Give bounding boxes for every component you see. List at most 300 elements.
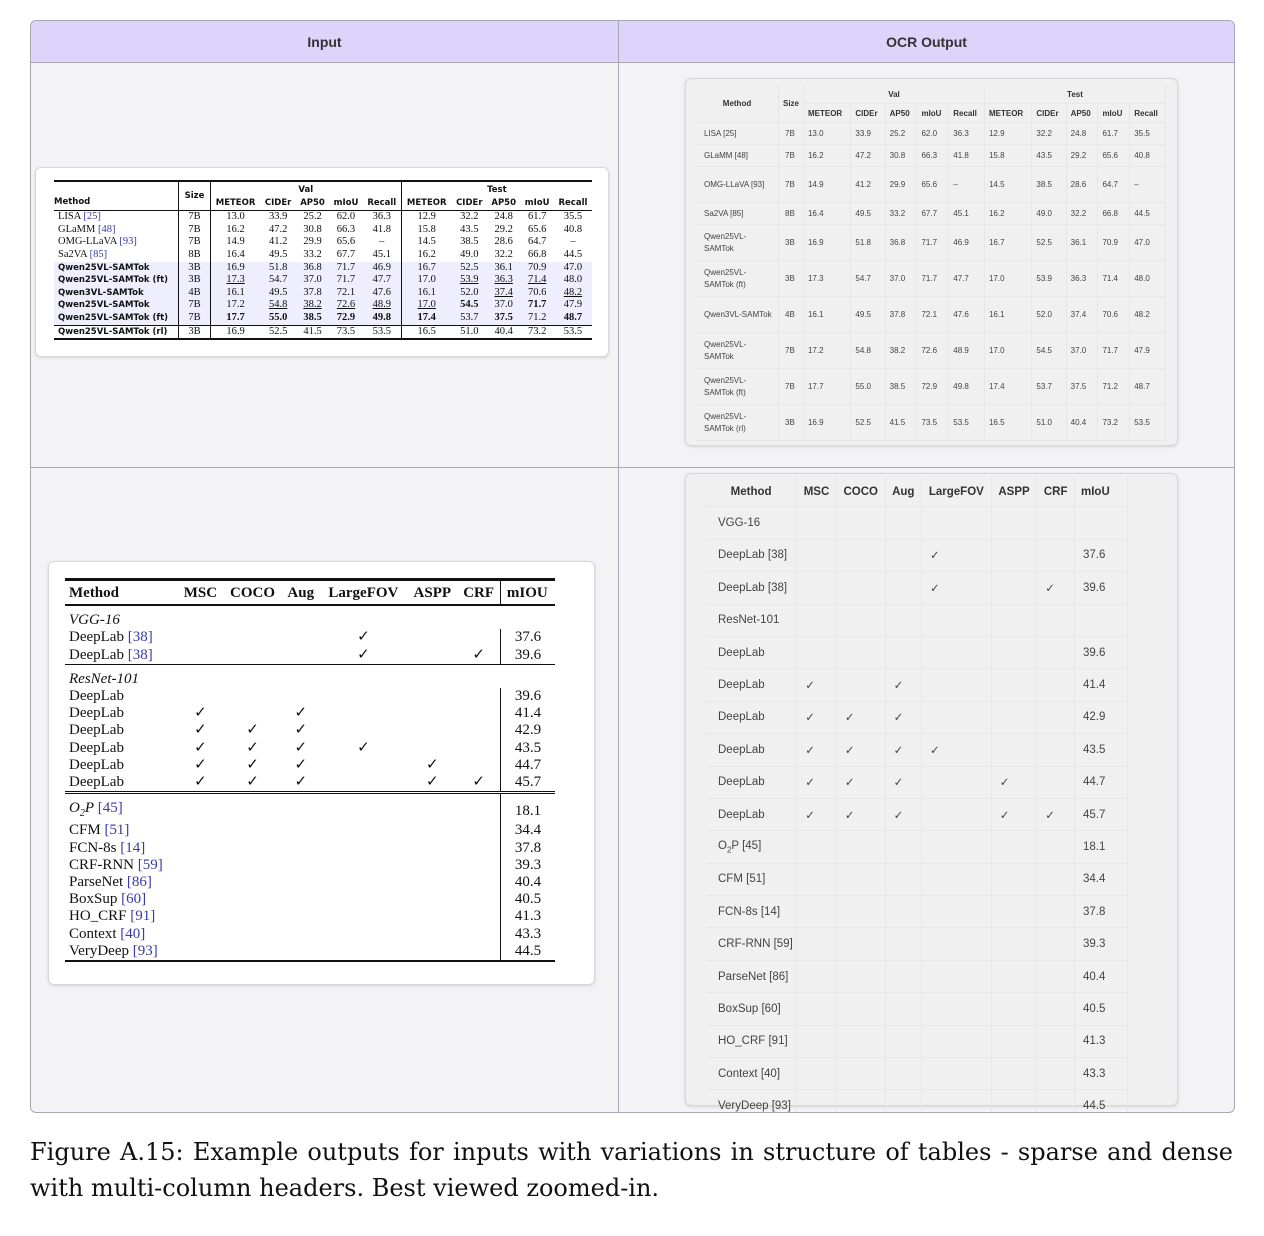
size-cell: 7B	[779, 167, 804, 203]
check-cell	[178, 647, 223, 665]
value-cell: 53.5	[363, 325, 402, 339]
table-row	[65, 722, 555, 739]
check-cell	[457, 793, 500, 823]
row-divider	[31, 467, 1234, 468]
value-cell: 41.2	[268, 236, 288, 248]
size-cell: 7B	[779, 369, 804, 405]
miou-cell: 18.1	[500, 793, 555, 823]
miou-cell: 45.7	[1075, 798, 1128, 830]
check-cell: ✓	[921, 734, 991, 766]
check-cell	[836, 960, 885, 992]
value-cell: 16.9	[226, 261, 245, 273]
value-cell: 65.6	[917, 167, 949, 203]
value-cell: –	[949, 167, 985, 203]
size-cell: 3B	[179, 262, 210, 275]
method-cell	[706, 669, 797, 701]
method-name: Qwen25VL-SAMTok (rl)	[58, 326, 168, 337]
check-cell: ✓	[294, 722, 308, 739]
empty-cell	[991, 507, 1037, 539]
size-cell: 4B	[779, 297, 804, 333]
value-cell: 13.0	[803, 123, 850, 145]
check-cell: ✓	[885, 766, 921, 798]
col-header-aug: Aug	[885, 477, 921, 507]
value-cell: 72.9	[336, 311, 356, 323]
check-cell	[836, 1058, 885, 1090]
miou-cell: 34.4	[1075, 863, 1128, 895]
col-header-method: Method	[65, 580, 178, 606]
miou-cell: 43.5	[1075, 734, 1128, 766]
empty-cell	[885, 604, 921, 636]
check-cell: ✓	[282, 774, 320, 793]
check-cell: ✓	[457, 647, 500, 665]
output-table-1	[696, 85, 1166, 441]
method-cell	[54, 274, 179, 287]
table-row	[65, 705, 555, 722]
value-cell: 73.5	[329, 325, 363, 339]
value-cell: 54.5	[460, 299, 479, 311]
check-cell	[407, 629, 457, 646]
value-cell: 33.2	[303, 248, 322, 260]
input-table-2-card	[48, 561, 595, 985]
value-cell: 30.8	[303, 223, 322, 235]
check-cell	[921, 701, 991, 733]
col-header-metric: CIDEr	[452, 197, 487, 211]
check-cell	[178, 943, 223, 961]
table-row	[54, 274, 592, 287]
method-cell	[65, 688, 178, 705]
miou-cell: 42.9	[1075, 701, 1128, 733]
check-cell: ✓	[885, 701, 921, 733]
check-cell	[836, 831, 885, 863]
check-cell	[921, 669, 991, 701]
check-cell: ✓	[1037, 572, 1075, 604]
method-cell	[706, 1058, 797, 1090]
miou-cell: 44.7	[1075, 766, 1128, 798]
check-cell: ✓	[194, 705, 207, 722]
value-cell: 47.7	[949, 261, 985, 297]
empty-cell	[797, 507, 837, 539]
method-name: DeepLab	[69, 722, 124, 739]
check-cell	[885, 831, 921, 863]
col-header-metric: Recall	[949, 104, 985, 123]
check-cell	[282, 926, 320, 943]
check-cell	[457, 722, 500, 739]
value-cell: 64.7	[527, 236, 547, 248]
value-cell: 15.8	[401, 224, 451, 237]
value-cell: 36.3	[372, 211, 391, 223]
check-cell	[282, 793, 320, 823]
check-cell	[836, 928, 885, 960]
size-cell: 7B	[779, 333, 804, 369]
value-cell: 49.8	[372, 311, 391, 323]
check-cell	[885, 1090, 921, 1113]
method-cell	[706, 928, 797, 960]
size-cell: 4B	[179, 287, 210, 300]
method-cell: Sa2VA [85]	[696, 203, 779, 225]
method-name: Context	[69, 925, 117, 942]
check-cell	[921, 993, 991, 1025]
method-cell	[65, 822, 178, 839]
check-cell	[457, 908, 500, 925]
method-cell: Qwen25VL-SAMTok	[696, 225, 779, 261]
input-table-2	[65, 578, 555, 962]
check-cell	[836, 572, 885, 604]
check-cell	[223, 908, 282, 925]
col-header-method: Method	[696, 85, 779, 123]
check-cell	[991, 1090, 1037, 1113]
value-cell: 37.0	[494, 299, 513, 311]
check-cell	[457, 926, 500, 943]
citation: [86]	[126, 874, 152, 891]
table-row	[706, 539, 1128, 571]
value-cell: 66.8	[1098, 203, 1130, 225]
group-label: ResNet-101	[706, 604, 797, 636]
method-cell: GLaMM [48]	[696, 145, 779, 167]
check-cell	[921, 896, 991, 928]
value-cell: 37.0	[1066, 333, 1098, 369]
value-cell: 48.0	[563, 274, 583, 286]
value-cell: 40.8	[563, 223, 583, 235]
value-cell: 44.5	[563, 248, 583, 260]
check-cell	[457, 629, 500, 646]
method-cell	[706, 863, 797, 895]
value-cell: 17.0	[984, 261, 1031, 297]
method-cell	[54, 312, 179, 325]
value-cell: 51.0	[1032, 405, 1066, 441]
check-cell	[1037, 993, 1075, 1025]
value-cell: 25.2	[885, 123, 917, 145]
table-row	[706, 863, 1128, 895]
method-name: HO_CRF	[718, 1035, 766, 1048]
check-cell	[457, 840, 500, 857]
check-cell	[282, 688, 320, 705]
check-cell: ✓	[921, 572, 991, 604]
check-cell	[797, 572, 837, 604]
method-cell: $O_2P$ [45]	[706, 831, 797, 863]
value-cell: 51.8	[268, 261, 288, 273]
value-cell: 16.7	[401, 262, 451, 275]
table-row	[696, 333, 1166, 369]
table-row	[65, 857, 555, 874]
method-name: Context	[718, 1067, 758, 1080]
value-cell: 48.2	[563, 286, 583, 298]
value-cell: 30.8	[885, 145, 917, 167]
size-cell: 3B	[179, 274, 210, 287]
value-cell: 52.5	[260, 325, 295, 339]
citation: [93]	[771, 1100, 791, 1113]
method-cell	[706, 572, 797, 604]
col-header-largefov: LargeFOV	[320, 580, 408, 606]
method-name: $O_2P$	[69, 800, 95, 820]
col-header-coco: COCO	[223, 580, 282, 606]
value-cell: 54.5	[1032, 333, 1066, 369]
value-cell: 37.4	[1066, 297, 1098, 333]
value-cell: 72.6	[336, 299, 356, 311]
method-name: HO_CRF	[69, 908, 127, 925]
check-cell	[836, 896, 885, 928]
value-cell: 71.4	[1098, 261, 1130, 297]
method-name: BoxSup	[718, 1002, 759, 1015]
col-header-val: Val	[803, 85, 984, 104]
value-cell: 16.2	[226, 223, 245, 235]
check-cell	[797, 831, 837, 863]
method-cell: Qwen25VL-SAMTok (ft)	[696, 369, 779, 405]
col-header-aspp: ASPP	[407, 580, 457, 606]
miou-cell: 18.1	[1075, 831, 1128, 863]
value-cell: 46.9	[372, 261, 391, 273]
value-cell: 12.9	[401, 211, 451, 224]
check-cell	[797, 863, 837, 895]
value-cell: 36.3	[494, 274, 513, 286]
empty-cell	[1075, 507, 1128, 539]
check-cell	[223, 688, 282, 705]
check-cell: ✓	[885, 734, 921, 766]
table-row	[706, 734, 1128, 766]
col-header-metric: AP50	[296, 197, 329, 211]
check-cell	[407, 857, 457, 874]
table-row	[65, 647, 555, 665]
value-cell: 16.2	[984, 203, 1031, 225]
table-row	[54, 211, 592, 224]
group-label: ResNet-101	[69, 670, 139, 687]
col-header-metric: CIDEr	[851, 104, 885, 123]
empty-cell	[921, 507, 991, 539]
value-cell: 40.8	[1130, 145, 1166, 167]
value-cell: 24.8	[494, 211, 513, 223]
check-cell: ✓	[991, 766, 1037, 798]
check-cell	[320, 891, 408, 908]
check-cell	[320, 908, 408, 925]
check-cell	[921, 1058, 991, 1090]
value-cell: 38.2	[885, 333, 917, 369]
value-cell: 28.6	[1066, 167, 1098, 203]
miou-cell: 43.5	[500, 740, 555, 757]
input-table-1	[54, 180, 592, 340]
citation: [51]	[746, 873, 766, 886]
value-cell: 72.1	[917, 297, 949, 333]
check-cell: ✓	[836, 734, 885, 766]
check-cell	[1037, 734, 1075, 766]
check-cell: ✓	[1037, 798, 1075, 830]
size-cell: 8B	[779, 203, 804, 225]
method-name: CRF-RNN	[69, 856, 135, 873]
check-cell: ✓	[885, 798, 921, 830]
method-name: CFM	[718, 873, 743, 886]
check-cell	[320, 943, 408, 961]
col-header-msc: MSC	[797, 477, 837, 507]
value-cell: 52.0	[460, 286, 479, 298]
value-cell: 41.5	[885, 405, 917, 441]
table-row	[696, 203, 1166, 225]
check-cell	[178, 822, 223, 839]
check-cell	[1037, 766, 1075, 798]
check-cell: ✓	[457, 774, 500, 793]
check-cell: ✓	[836, 798, 885, 830]
check-cell	[797, 636, 837, 668]
value-cell: 37.5	[494, 311, 513, 323]
value-cell: 52.5	[460, 261, 479, 273]
group-label: VGG-16	[69, 612, 120, 629]
check-cell	[282, 840, 320, 857]
col-header-method: Method	[706, 477, 797, 507]
check-cell	[407, 647, 457, 665]
citation: [14]	[120, 839, 146, 856]
value-cell: 44.5	[1130, 203, 1166, 225]
citation: [45]	[742, 839, 762, 852]
citation: [38]	[127, 629, 153, 646]
check-cell	[457, 891, 500, 908]
value-cell: 70.9	[1098, 225, 1130, 261]
method-name: CFM	[69, 822, 101, 839]
citation: [91]	[130, 908, 156, 925]
check-cell	[457, 943, 500, 961]
check-cell	[885, 1058, 921, 1090]
size-cell: 3B	[779, 405, 804, 441]
value-cell: 41.2	[851, 167, 885, 203]
table-row	[54, 262, 592, 275]
table-row	[54, 287, 592, 300]
table-row	[706, 993, 1128, 1025]
col-header-metric: METEOR	[984, 104, 1031, 123]
check-cell	[457, 874, 500, 891]
check-cell	[320, 926, 408, 943]
check-cell	[885, 896, 921, 928]
check-cell: ✓	[294, 756, 308, 773]
method-name: FCN-8s	[718, 905, 758, 918]
col-header-metric: Recall	[1130, 104, 1166, 123]
check-cell	[407, 722, 457, 739]
check-cell	[320, 688, 408, 705]
table-row	[696, 123, 1166, 145]
value-cell: 16.1	[803, 297, 850, 333]
method-name: DeepLab	[69, 756, 124, 773]
col-header-metric: METEOR	[210, 197, 260, 211]
check-cell	[457, 822, 500, 839]
value-cell: 71.2	[1098, 369, 1130, 405]
method-name: DeepLab	[718, 581, 765, 594]
check-cell	[1037, 701, 1075, 733]
input-header: Input	[31, 21, 618, 63]
miou-cell: 39.6	[1075, 636, 1128, 668]
citation: [60]	[761, 1002, 781, 1015]
col-header-size: Size	[779, 85, 804, 123]
col-header-miou: mIoU	[1075, 477, 1128, 507]
output-table-2-card	[685, 473, 1178, 1113]
empty-cell	[1037, 507, 1075, 539]
value-cell: 25.2	[303, 211, 322, 223]
check-cell	[178, 793, 223, 823]
table-row	[696, 145, 1166, 167]
value-cell: 52.5	[1032, 225, 1066, 261]
check-cell	[407, 891, 457, 908]
check-cell: ✓	[797, 766, 837, 798]
value-cell: 37.0	[885, 261, 917, 297]
citation: [59]	[773, 938, 793, 951]
value-cell: 38.5	[1032, 167, 1066, 203]
check-cell: ✓	[836, 766, 885, 798]
value-cell: 32.2	[494, 248, 513, 260]
value-cell: 47.2	[268, 223, 288, 235]
check-cell	[885, 863, 921, 895]
method-cell	[65, 774, 178, 793]
col-header-method: Method	[54, 181, 179, 211]
method-cell	[65, 926, 178, 943]
check-cell	[797, 1090, 837, 1113]
table-row	[65, 740, 555, 757]
value-cell: 17.0	[984, 333, 1031, 369]
check-cell	[223, 943, 282, 961]
col-header-coco: COCO	[836, 477, 885, 507]
col-header-test: Test	[401, 181, 592, 197]
value-cell: 36.8	[885, 225, 917, 261]
value-cell: 61.7	[1098, 123, 1130, 145]
miou-cell: 44.5	[1075, 1090, 1128, 1113]
table-row	[706, 831, 1128, 863]
method-cell	[65, 705, 178, 722]
value-cell: 71.7	[917, 225, 949, 261]
check-cell	[1037, 928, 1075, 960]
check-cell	[407, 740, 457, 757]
citation: [60]	[121, 891, 147, 908]
method-name: CRF-RNN	[718, 938, 771, 951]
table-row	[696, 369, 1166, 405]
check-cell	[991, 669, 1037, 701]
value-cell: 13.0	[226, 211, 245, 223]
value-cell: 33.9	[851, 123, 885, 145]
check-cell	[178, 840, 223, 857]
miou-cell: 43.3	[1075, 1058, 1128, 1090]
check-cell	[178, 874, 223, 891]
value-cell: 16.7	[984, 225, 1031, 261]
empty-cell	[1037, 604, 1075, 636]
citation: [25]	[83, 211, 101, 223]
value-cell: 62.0	[917, 123, 949, 145]
col-header-metric: CIDEr	[260, 197, 295, 211]
check-cell	[407, 943, 457, 961]
value-cell: 12.9	[984, 123, 1031, 145]
check-cell	[282, 943, 320, 961]
col-header-test: Test	[984, 85, 1165, 104]
empty-cell	[836, 604, 885, 636]
miou-cell: 39.3	[500, 857, 555, 874]
table-row	[706, 1025, 1128, 1057]
table-row	[54, 325, 592, 339]
check-cell	[991, 831, 1037, 863]
method-cell	[706, 798, 797, 830]
check-cell	[282, 908, 320, 925]
check-cell	[991, 896, 1037, 928]
miou-cell: 39.6	[500, 688, 555, 705]
value-cell: 48.2	[1130, 297, 1166, 333]
value-cell: 67.7	[917, 203, 949, 225]
method-cell	[706, 960, 797, 992]
value-cell: 16.9	[803, 405, 850, 441]
group-label: VGG-16	[706, 507, 797, 539]
check-cell	[282, 647, 320, 665]
table-row	[706, 572, 1128, 604]
miou-cell: 41.3	[1075, 1025, 1128, 1057]
miou-cell: 40.5	[500, 891, 555, 908]
method-cell	[54, 287, 179, 300]
value-cell: 32.2	[460, 211, 479, 223]
value-cell: 16.4	[226, 248, 245, 260]
check-cell	[797, 960, 837, 992]
check-cell	[885, 539, 921, 571]
value-cell: 16.2	[401, 249, 451, 262]
check-cell	[178, 688, 223, 705]
method-cell: Qwen25VL-SAMTok	[696, 333, 779, 369]
check-cell: ✓	[246, 739, 259, 756]
